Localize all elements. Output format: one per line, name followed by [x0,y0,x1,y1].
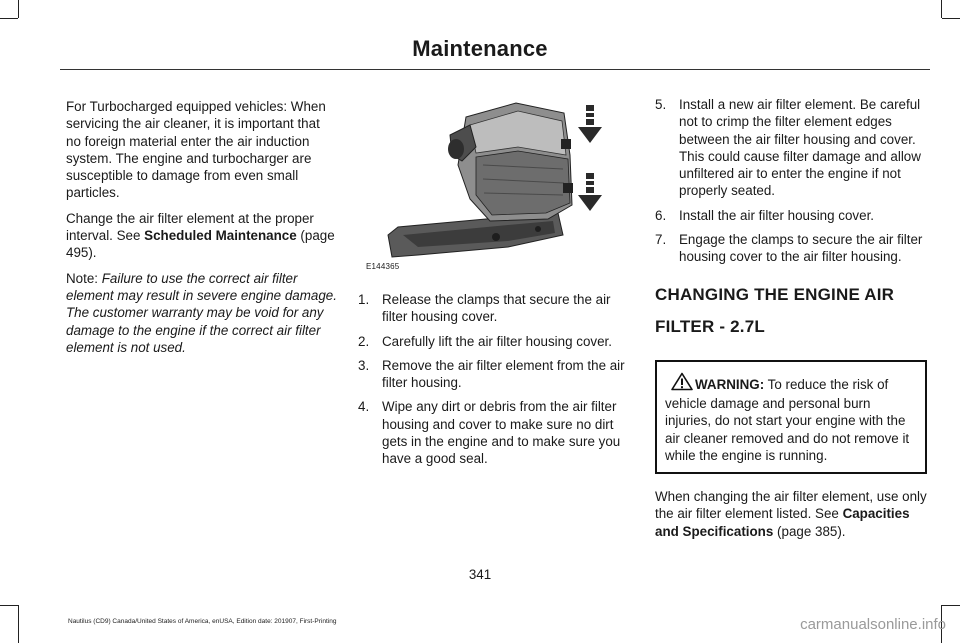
interval-paragraph: Change the air filter element at the proper interval. See Scheduled Maintenance (page 495). [66,210,335,261]
figure-code: E144365 [366,262,400,271]
air-filter-housing-illustration [358,95,628,275]
crop-mark [0,18,18,19]
list-item: 7. Engage the clamps to secure the air filter housing cover to the air filter housing. [655,232,923,265]
page-title: Maintenance [412,36,548,61]
page-number: 341 [468,567,492,582]
filter-paragraph: When changing the air filter element, use only the air filter element listed. See Capacities and Specifications (page 385). [655,489,927,539]
column-right [655,96,927,548]
column-middle [358,291,632,475]
note-text: Failure to use the correct air filter element may result in severe engine damage. The customer warranty may be void for any damage to the engine if the correct air filter element is not used. [66,270,337,355]
crop-mark [941,0,942,18]
warning-text: To reduce the risk of vehicle damage and personal burn injuries, do not start your engine with the air cleaner removed and do not remove it while the engine is running. [665,376,910,463]
crop-mark [942,18,960,19]
crop-mark [18,605,19,643]
capacities-link[interactable]: Capacities and Specifications [655,506,910,539]
turbo-paragraph: For Turbocharged equipped vehicles: When servicing the air cleaner, it is important that no foreign material enter the air induction system. The engine and turbocharger are susceptible to damage from even small particles. [66,99,326,201]
crop-mark [942,605,960,606]
list-item: 5. Install a new air filter element. Be careful not to crimp the filter element edges between the air filter housing and cover. This could cause filter damage and allow unfiltered air to enter the engine if not properly seated. [655,97,921,199]
list-item: 2. Carefully lift the air filter housing cover. [358,333,612,349]
list-item: 4. Wipe any dirt or debris from the air filter housing and cover to make sure no dirt gets in the engine and to make sure you have a good seal. [358,399,621,467]
warning-label: WARNING: [695,376,765,392]
crop-mark [18,0,19,18]
section-heading: CHANGING THE ENGINE AIR FILTER - 2.7L [655,284,895,336]
scheduled-maintenance-link[interactable]: Scheduled Maintenance [144,228,297,244]
header-divider [60,69,930,70]
watermark: carmanualsonline.info [800,616,946,633]
steps-list [655,96,927,266]
air-filter-housing-image [358,95,628,275]
crop-mark [0,605,18,606]
note-label: Note: [66,270,99,286]
warning-box [655,360,927,474]
warning-icon [671,372,693,395]
footer-text: Nautilus (CD9) Canada/United States of America, enUSA, Edition date: 201907, First-Printing [68,618,337,625]
steps-list [358,291,632,468]
column-left [66,98,338,364]
list-item: 6. Install the air filter housing cover. [655,207,875,223]
note-paragraph [66,270,338,356]
list-item: 3. Remove the air filter element from the air filter housing. [358,357,625,391]
list-item: 1. Release the clamps that secure the air filter housing cover. [358,292,611,325]
